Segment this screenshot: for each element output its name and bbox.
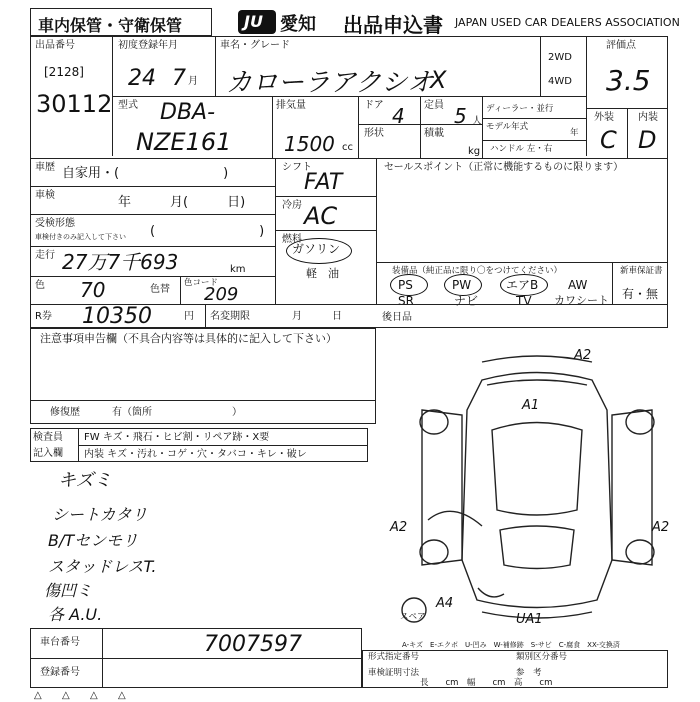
- form-title: 出品申込書: [343, 13, 443, 37]
- warranty-label: 新車保証書: [620, 266, 663, 276]
- drive-2wd: 2WD: [548, 52, 572, 63]
- equip-navi: ナビ: [454, 294, 479, 308]
- entry-label: 記入欄: [33, 448, 63, 459]
- ref-label: 参 考: [516, 668, 542, 678]
- displacement: 1500: [284, 132, 335, 156]
- fuel-label: 燃料: [282, 234, 302, 245]
- history-value: 自家用・( ): [62, 166, 229, 181]
- capacity-label: 定員: [424, 100, 444, 111]
- registration-label: 後日品: [382, 312, 412, 323]
- repair-value: 有（箇所 ）: [112, 407, 242, 418]
- equip-pw-circle: [444, 274, 482, 296]
- chassis-label: 車台番号: [40, 637, 80, 648]
- mileage-unit: km: [230, 264, 246, 275]
- mark-ua1: UA1: [516, 612, 543, 627]
- color-label: 色: [35, 280, 45, 291]
- color-change-label: 色替: [150, 284, 170, 295]
- color-code-label: 色コード: [184, 278, 219, 288]
- storage-stamp: [30, 8, 212, 36]
- equip-ps-circle: [390, 274, 428, 296]
- drive-4wd: 4WD: [548, 76, 572, 87]
- name-change-label: 名変期限: [210, 311, 250, 322]
- repair-label: 修復歴: [50, 407, 80, 418]
- equip-ps: PS: [398, 278, 413, 292]
- note-line-4: スタッドレスT.: [48, 557, 157, 576]
- r-value: 10350: [82, 304, 152, 329]
- r-unit: 円: [184, 311, 194, 322]
- displacement-label: 排気量: [276, 100, 306, 111]
- car-name: カローラアクシオ: [226, 68, 434, 98]
- notice-label: 注意事項申告欄（不具合内容等は具体的に記入して下さい）: [40, 332, 337, 345]
- note-line-5: 傷凹ミ: [44, 581, 93, 600]
- load-label: 積載: [424, 128, 444, 139]
- plate-char-1: △: [34, 690, 42, 701]
- warranty-value: 有・無: [622, 287, 659, 301]
- note-line-6: 各 A.U.: [48, 605, 103, 624]
- damage-legend: A-キズ E-エクボ U-凹み W-補修跡 S-サビ C-腐食 XX-交換済: [402, 641, 620, 649]
- ac-label: 冷房: [282, 200, 302, 211]
- mark-a4: A4: [436, 596, 454, 611]
- reg-month-unit: 月: [188, 76, 198, 87]
- mark-a1-roof: A1: [522, 398, 540, 413]
- equip-kawa-seat: カワシート: [554, 294, 609, 307]
- size-label-2: 類別区分番号: [516, 652, 568, 662]
- interior-label: 内装: [638, 112, 658, 123]
- lot-sub: [2128]: [44, 65, 84, 79]
- capacity-unit: 人: [472, 116, 482, 127]
- handle-label: ハンドル 左・右: [490, 144, 553, 154]
- year-unit: 年: [570, 128, 579, 138]
- doors: 4: [392, 104, 405, 128]
- car-damage-diagram: [392, 340, 682, 630]
- interior-grade: D: [638, 126, 657, 154]
- inspection-label: 車検: [35, 190, 55, 201]
- receipt-note: 車検付きのみ記入して下さい: [35, 233, 126, 241]
- ac-value: AC: [304, 202, 338, 230]
- entry-row: 内装 キズ・汚れ・コゲ・穴・タバコ・キレ・破レ: [84, 449, 307, 460]
- equip-tv: TV: [516, 294, 532, 308]
- inspection-value: 年 月( 日): [118, 195, 246, 210]
- lot-number: 30112: [36, 90, 113, 118]
- score-value: 3.5: [606, 64, 651, 97]
- plate-char-4: △: [118, 690, 126, 701]
- mark-a2-top: A2: [574, 348, 592, 363]
- equip-aw: AW: [568, 278, 588, 292]
- inspector-label: 検査員: [33, 432, 63, 443]
- reg-number-label: 登録番号: [40, 667, 80, 678]
- note-line-3: B/Tセンモリ: [48, 531, 139, 550]
- plate-char-2: △: [62, 690, 70, 701]
- dims: 長 cm 幅 cm 高 cm: [420, 678, 553, 688]
- cert-label: 車検証明寸法: [368, 668, 420, 678]
- reg-month: 7: [172, 66, 186, 91]
- equip-label: 装備品（純正品に限り〇をつけてください）: [392, 266, 563, 276]
- ju-logo-mark: JU: [244, 12, 263, 31]
- equip-airbag: エアB: [506, 278, 539, 292]
- type-label: 型式: [118, 100, 138, 111]
- mark-a2-right: A2: [652, 520, 670, 535]
- shift-value: FAT: [304, 170, 343, 195]
- equip-pw: PW: [452, 278, 472, 292]
- capacity: 5: [454, 104, 467, 128]
- exterior-label: 外装: [594, 112, 614, 123]
- history-label: 車歴: [35, 162, 55, 173]
- plate-char-3: △: [90, 690, 98, 701]
- shape-label: 形状: [364, 128, 384, 139]
- r-label: R券: [35, 311, 52, 322]
- exterior-grade: C: [600, 126, 617, 154]
- model-code-2: NZE161: [136, 128, 232, 156]
- equip-sr: SR: [398, 294, 414, 308]
- size-label-1: 形式指定番号: [368, 652, 420, 662]
- note-line-1: キズミ: [58, 470, 112, 491]
- color-value: 70: [80, 278, 106, 302]
- sales-label: セールスポイント（正常に機能するものに限ります）: [384, 162, 624, 173]
- model-code-1: DBA-: [160, 100, 216, 125]
- load-unit: kg: [468, 146, 481, 157]
- receipt-label: 受検形態: [35, 218, 75, 229]
- doors-label: ドア: [364, 100, 384, 111]
- ju-logo: [238, 10, 276, 34]
- mileage-label: 走行: [35, 250, 55, 261]
- receipt-paren: ( ): [150, 224, 265, 239]
- grade: X: [430, 66, 447, 94]
- dealer-label: ディーラー・並行: [486, 104, 554, 114]
- inspector-row: FW キズ・飛石・ヒビ割・リペア跡・X要: [84, 432, 270, 443]
- reg-label: 初度登録年月: [118, 40, 178, 51]
- shift-label: シフト: [282, 162, 312, 173]
- displacement-unit: cc: [342, 142, 353, 153]
- model-year-label: モデル年式: [486, 122, 529, 132]
- color-code: 209: [204, 284, 239, 305]
- fuel-other: 軽 油: [306, 267, 339, 280]
- association-name: JAPAN USED CAR DEALERS ASSOCIATION: [455, 16, 680, 29]
- storage-stamp-text: 車内保管・守衛保管: [38, 16, 183, 35]
- name-label: 車名・グレード: [220, 40, 290, 51]
- note-line-2: シートカタリ: [52, 505, 148, 524]
- reg-year: 24: [128, 66, 156, 91]
- chassis-number: 7007597: [204, 632, 302, 657]
- name-change-value: 月 日: [292, 311, 342, 322]
- equip-airbag-circle: [500, 274, 548, 296]
- mileage: 27万7千693: [62, 250, 179, 274]
- fuel-value: ガソリン: [292, 242, 341, 256]
- logo-text: 愛知: [280, 14, 316, 35]
- score-label: 評価点: [606, 40, 636, 51]
- spare-label: スペア: [400, 612, 426, 622]
- mark-a2-left: A2: [390, 520, 408, 535]
- lot-label: 出品番号: [35, 40, 75, 51]
